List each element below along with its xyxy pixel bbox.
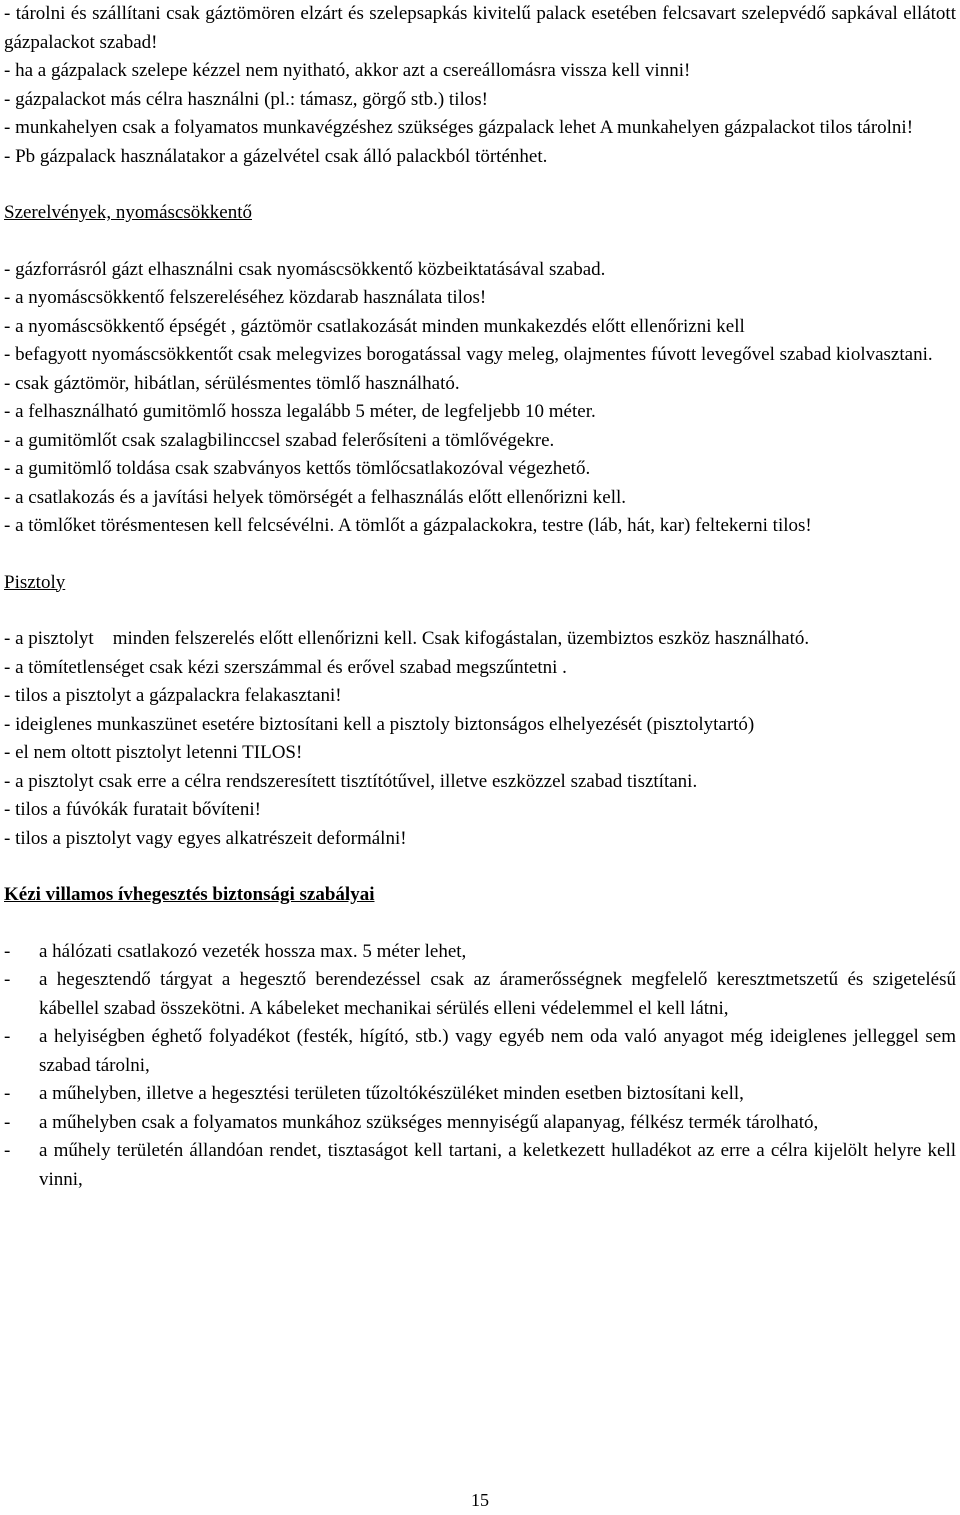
list-item: - csak gáztömör, hibátlan, sérülésmentes tömlő használható. bbox=[4, 372, 460, 394]
list-item-text: a hegesztendő tárgyat a hegesztő berendezéssel csak az áramerősségnek megfelelő keresztmetszetű és szigetelésű kábellel szabad összekötni. A kábeleket mechanikai sérülés elleni védelemmel el kell látni, bbox=[39, 969, 956, 1019]
list-item: - Pb gázpalack használatakor a gázelvétel csak álló palackból történhet. bbox=[4, 145, 548, 167]
list-item: - a felhasználható gumitömlő hossza legalább 5 méter, de legfeljebb 10 méter. bbox=[4, 401, 596, 422]
list-item-text: a hálózati csatlakozó vezeték hossza max. 5 méter lehet, bbox=[39, 940, 467, 962]
list-item: - munkahelyen csak a folyamatos munkavégzéshez szükséges gázpalack lehet A munkahelyen gázpalackot tilos tárolni! bbox=[4, 117, 914, 138]
top-list bbox=[4, 0, 956, 171]
list-item: - a pisztolyt csak erre a célra rendszeresített tisztítótűvel, illetve eszközzel szabad tisztítani. bbox=[4, 770, 698, 792]
list-item: - a gumitömlőt csak szalagbilinccsel szabad felerősíteni a tömlővégekre. bbox=[4, 429, 555, 451]
list-item bbox=[4, 1023, 956, 1080]
list-item: - a nyomáscsökkentő épségét , gáztömör csatlakozását minden munkakezdés előtt ellenőrizni kell bbox=[4, 315, 745, 337]
document-page bbox=[4, 0, 956, 1194]
list-item: - tilos a pisztolyt a gázpalackra felakasztani! bbox=[4, 685, 342, 706]
section-heading-pisztoly: Pisztoly bbox=[4, 571, 66, 593]
spacer bbox=[4, 597, 956, 625]
list-item: - a csatlakozás és a javítási helyek tömörségét a felhasználás előtt ellenőrizni kell. bbox=[4, 486, 626, 508]
list-dash: - bbox=[4, 1140, 11, 1161]
list-item: - a tömítetlenséget csak kézi szerszámmal és erővel szabad megszűntetni . bbox=[4, 656, 567, 678]
spacer bbox=[4, 853, 956, 881]
list-item: - a pisztolyt minden felszerelés előtt ellenőrizni kell. Csak kifogástalan, üzembiztos eszköz használható. bbox=[4, 628, 810, 649]
list-dash: - bbox=[4, 969, 11, 990]
list-item bbox=[4, 1109, 956, 1138]
list-dash: - bbox=[4, 1026, 11, 1047]
spacer bbox=[4, 171, 956, 199]
spacer bbox=[4, 541, 956, 569]
list-item: - ha a gázpalack szelepe kézzel nem nyitható, akkor azt a csereállomásra vissza kell vinni! bbox=[4, 60, 691, 81]
list-item bbox=[4, 966, 956, 1023]
list-dash: - bbox=[4, 1111, 11, 1133]
list-dash: - bbox=[4, 1083, 11, 1104]
szerelvenyek-list bbox=[4, 256, 956, 541]
pisztoly-list bbox=[4, 625, 956, 853]
section-heading-ivhegesztes: Kézi villamos ívhegesztés biztonsági szabályai bbox=[4, 884, 375, 905]
list-item: - gázpalackot más célra használni (pl.: támasz, görgő stb.) tilos! bbox=[4, 88, 488, 110]
list-item: - tárolni és szállítani csak gáztömören elzárt és szelepsapkás kivitelű palack esetében felcsavart szelepvédő sapkával ellátott gázpalackot szabad! bbox=[4, 3, 956, 53]
list-item-text: a műhelyben csak a folyamatos munkához szükséges mennyiségű alapanyag, félkész termék tárolható, bbox=[39, 1111, 819, 1133]
list-item: - a gumitömlő toldása csak szabványos kettős tömlőcsatlakozóval végezhető. bbox=[4, 458, 591, 479]
section-heading-szerelvenyek: Szerelvények, nyomáscsökkentő bbox=[4, 202, 252, 223]
list-item-text: a műhelyben, illetve a hegesztési területen tűzoltókészüléket minden esetben biztosítani kell, bbox=[39, 1083, 744, 1104]
list-item bbox=[4, 1080, 956, 1109]
list-item: - gázforrásról gázt elhasználni csak nyomáscsökkentő közbeiktatásával szabad. bbox=[4, 258, 606, 280]
list-item: - ideiglenes munkaszünet esetére biztosítani kell a pisztoly biztonságos elhelyezését (pisztolytartó) bbox=[4, 713, 755, 735]
list-item: - tilos a pisztolyt vagy egyes alkatrészeit deformálni! bbox=[4, 827, 407, 849]
list-item bbox=[4, 1137, 956, 1194]
list-item-text: a helyiségben éghető folyadékot (festék, hígító, stb.) vagy egyéb nem oda való anyagot még ideiglenes jelleggel sem szabad tárolni, bbox=[39, 1026, 956, 1076]
list-item: - a nyomáscsökkentő felszereléséhez közdarab használata tilos! bbox=[4, 287, 487, 308]
spacer bbox=[4, 910, 956, 938]
list-dash: - bbox=[4, 940, 11, 962]
spacer bbox=[4, 228, 956, 256]
list-item: - el nem oltott pisztolyt letenni TILOS! bbox=[4, 742, 303, 763]
list-item: - a tömlőket törésmentesen kell felcsévélni. A tömlőt a gázpalackokra, testre (láb, hát, kar) feltekerni tilos! bbox=[4, 515, 812, 536]
page-number: 15 bbox=[471, 1490, 489, 1510]
ivhegesztes-list bbox=[4, 938, 956, 1195]
list-item bbox=[4, 938, 956, 967]
list-item: - tilos a fúvókák furatait bővíteni! bbox=[4, 799, 261, 820]
list-item: - befagyott nyomáscsökkentőt csak melegvizes borogatással vagy meleg, olajmentes fúvott levegővel szabad kiolvasztani. bbox=[4, 344, 933, 365]
list-item-text: a műhely területén állandóan rendet, tisztaságot kell tartani, a keletkezett hulladékot az erre a célra kijelölt helyre kell vinni, bbox=[39, 1140, 956, 1190]
